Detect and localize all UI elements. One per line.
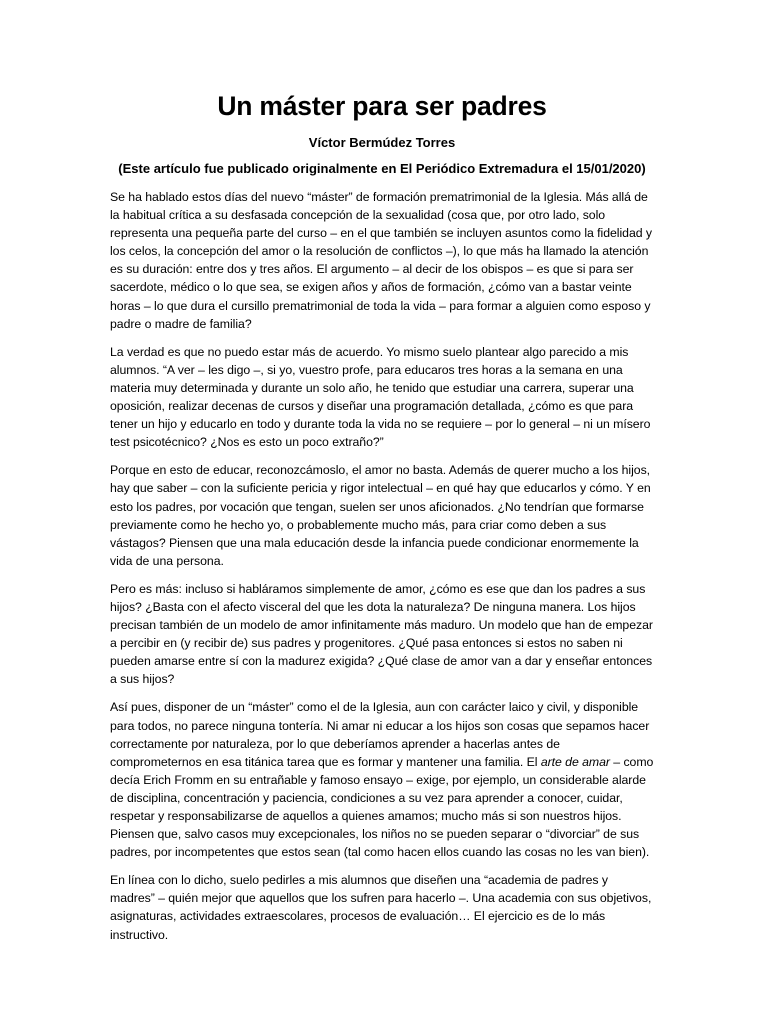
paragraph-5 <box>110 698 654 861</box>
paragraph-2: La verdad es que no puedo estar más de acuerdo. Yo mismo suelo plantear algo parecido a mis alumnos. “A ver – les digo –, si yo, vuestro profe, para educaros tres horas a la semana en una materia muy determinada y durante un solo año, he tenido que estudiar una carrera, superar una oposición, realizar decenas de cursos y diseñar una programación detallada, ¿cómo es que para tener un hijo y educarlo en todo y durante toda la vida no se requiere – por lo general – ni un mísero test psicotécnico? ¿Nos es esto un poco extraño?” <box>110 344 651 450</box>
paragraph-6: En línea con lo dicho, suelo pedirles a mis alumnos que diseñen una “academia de padres y madres” – quién mejor que aquellos que los sufren para hacerlo –. Una academia con sus objetivos, asignaturas, actividades extraescolares, procesos de evaluación… El ejercicio es de lo más instructivo. <box>110 873 652 942</box>
book-title-italic: arte de amar <box>540 754 610 769</box>
paragraph-5-start: Así pues, disponer de un “máster” como el de la Iglesia, aun con carácter laico y civil, y disponible para todos, no parece ninguna tontería. Ni amar ni educar a los hijos son cosas que sepamos hacer correctamente por naturaleza, por lo que deberíamos aprender a hacerlas antes de comprometernos en esa titánica tarea que es formar y mantener una familia. El <box>110 700 650 769</box>
paragraph-5-end: – como decía Erich Fromm en su entrañable y famoso ensayo – exige, por ejemplo, un considerable alarde de disciplina, concentración y paciencia, condiciones a su vez para aprender a conocer, cuidar, respetar y responsabilizarse de aquellos a quienes amamos; mucho más si son nuestros hijos. Piensen que, salvo casos muy excepcionales, los niños no se pueden separar o “divorciar” de sus padres, por incompetentes que estos sean (tal como hacen ellos cuando las cosas no les van bien). <box>110 754 654 860</box>
publication-note: (Este artículo fue publicado originalmente en El Periódico Extremadura el 15/01/2020) <box>118 161 646 176</box>
paragraph-3: Porque en esto de educar, reconozcámoslo, el amor no basta. Además de querer mucho a los hijos, hay que saber – con la suficiente pericia y rigor intelectual – en qué hay que educarlos y cómo. Y en esto los padres, por vocación que tengan, suelen ser unos aficionados. ¿No tendrían que formarse previamente como he hecho yo, o probablemente mucho más, para criar como deben a sus vástagos? Piensen que una mala educación desde la infancia puede condicionar enormemente la vida de una persona. <box>110 463 651 568</box>
document-page <box>110 90 654 954</box>
article-author: Víctor Bermúdez Torres <box>308 135 456 150</box>
paragraph-1: Se ha hablado estos días del nuevo “máster” de formación prematrimonial de la Iglesia. Más allá de la habitual crítica a su desfasada concepción de la sexualidad (cosa que, por otro lado, solo representa una pequeña parte del curso – en el que también se incluyen asuntos como la fidelidad y los celos, la concepción del amor o la resolución de conflictos –), lo que más ha llamado la atención es su duración: entre dos y tres años. El argumento – al decir de los obispos – es que si para ser sacerdote, médico o lo que sea, se exigen años y años de formación, ¿cómo van a bastar veinte horas – lo que dura el cursillo prematrimonial de toda la vida – para formar a alguien como esposo y padre o madre de familia? <box>110 190 652 331</box>
paragraph-4: Pero es más: incluso si habláramos simplemente de amor, ¿cómo es ese que dan los padres a sus hijos? ¿Basta con el afecto visceral del que les dota la naturaleza? De ninguna manera. Los hijos precisan también de un modelo de amor infinitamente más maduro. Un modelo que han de empezar a percibir en (y recibir de) sus padres y progenitores. ¿Qué pasa entonces si estos no saben ni pueden amarse entre sí con la madurez exigida? ¿Qué clase de amor van a dar y enseñar entonces a sus hijos? <box>110 581 653 687</box>
article-title: Un máster para ser padres <box>217 91 547 121</box>
